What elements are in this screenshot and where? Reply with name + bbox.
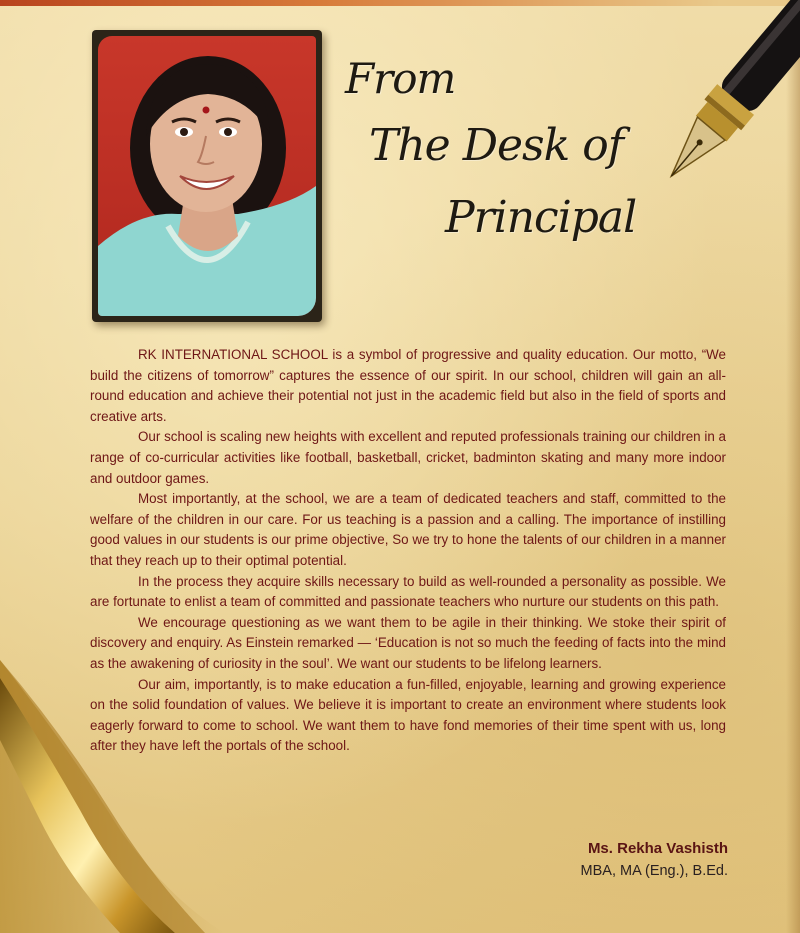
paragraph: RK INTERNATIONAL SCHOOL is a symbol of progressive and quality education. Our motto, “We build the citizens of tomorrow” captures the essence of our spirit. In our school, children will gain an all-round education and achieve their potential not just in the academic field but also in the field of sports and creative arts. [90, 347, 726, 424]
principal-name: Ms. Rekha Vashisth [587, 840, 728, 857]
page-curl-decoration [0, 660, 240, 933]
portrait-illustration [98, 36, 316, 316]
letter-heading [345, 40, 645, 250]
paragraph: Our aim, importantly, is to make education a fun-filled, enjoyable, learning and growing experience on the solid foundation of values. We believe it is important to create an environment where students look eagerly forward to come to school. We want them to have fond memories of their time spent with us, long after they have left the portals of the school. [90, 676, 726, 754]
paragraph: We encourage questioning as we want them to be agile in their thinking. We stoke their spirit of discovery and enquiry. As Einstein remarked — ‘Education is not so much the feeding of facts into the mind as the awakening of curiosity in the soul’. We want our students to be lifelong learners. [90, 614, 726, 671]
heading-line-from: From [345, 54, 456, 103]
paragraph: Our school is scaling new heights with excellent and reputed professionals training our children in a range of co-curricular activities like football, basketball, cricket, badminton skating and many more indoor and outdoor games. [90, 429, 726, 486]
principal-qualifications: MBA, MA (Eng.), B.Ed. [580, 863, 728, 879]
paragraph: Most importantly, at the school, we are a team of dedicated teachers and staff, committed to the welfare of the children in our care. For us teaching is a passion and a calling. The importance of instilling good values in our students is our prime objective, So we try to hone the talents of our children in a manner that they reach up to their optimal potential. [90, 491, 726, 568]
heading-line-principal: Principal [445, 192, 637, 243]
paragraph: In the process they acquire skills necessary to build as well-rounded a personality as possible. We are fortunate to enlist a team of committed and passionate teachers who nurture our students on this path. [90, 573, 726, 610]
heading-line-desk: The Desk of [369, 120, 624, 171]
principal-photo [98, 36, 316, 316]
principal-photo-frame [92, 30, 322, 322]
signature-block [581, 838, 728, 882]
fountain-pen-icon [620, 0, 800, 210]
